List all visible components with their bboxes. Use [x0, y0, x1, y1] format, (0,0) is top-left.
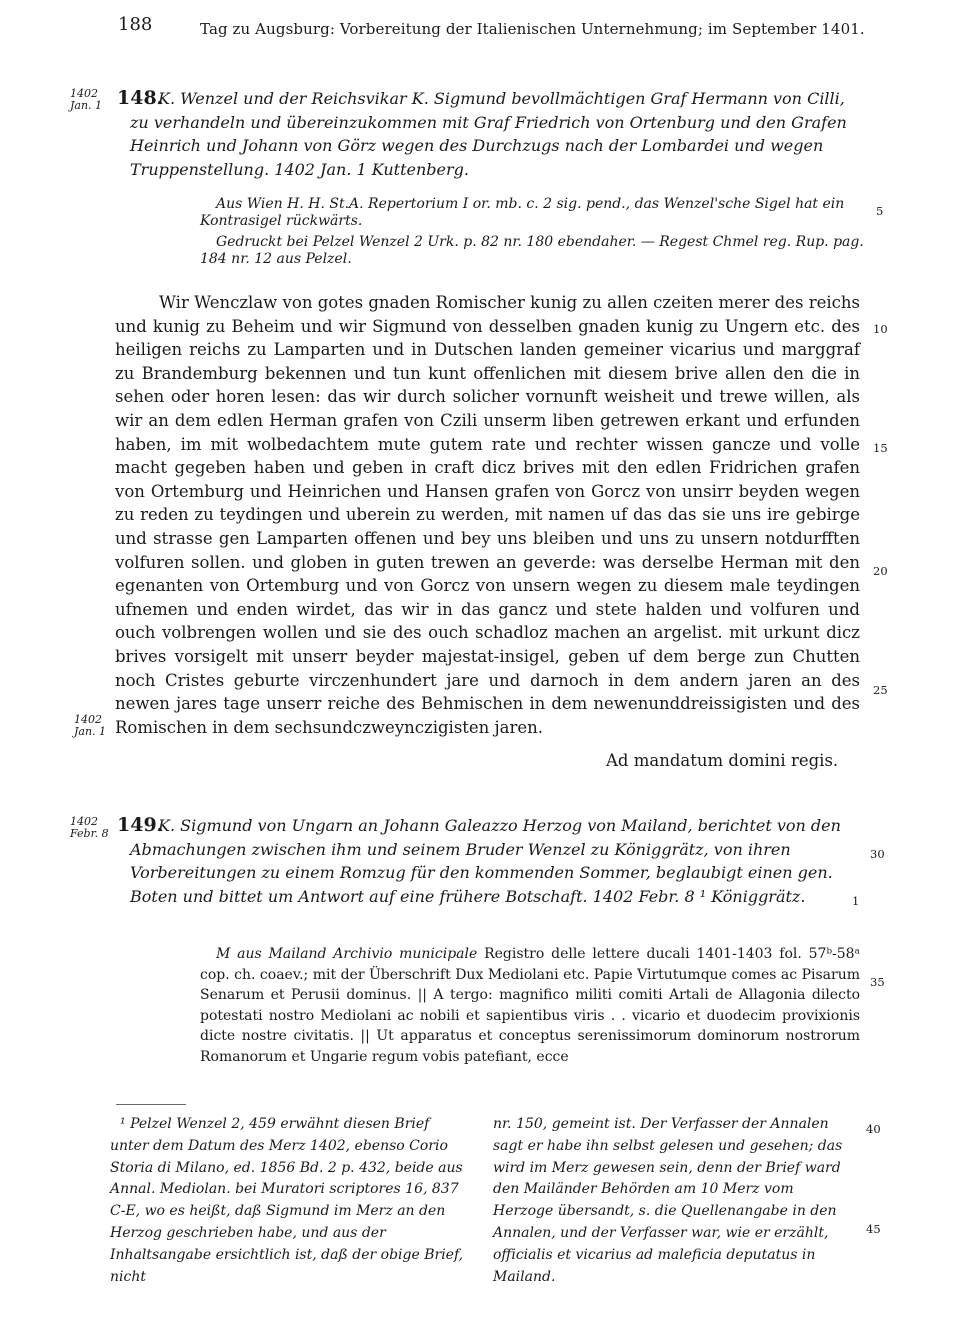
- line-number: 10: [873, 322, 888, 336]
- margin-date-day: Jan. 1: [70, 99, 103, 112]
- source-prefix: M aus Mailand Archivio municipale: [216, 946, 478, 962]
- line-number: 40: [866, 1122, 881, 1136]
- print-note: Gedruckt bei Pelzel Wenzel 2 Urk. p. 82 nr. 180 ebendaher. — Regest Chmel reg. Rup. pag. 184 nr. 12 aus Pelzel.: [200, 234, 864, 268]
- line-number: 30: [870, 847, 885, 861]
- source-note: Aus Wien H. H. St.A. Repertorium I or. mb. c. 2 sig. pend., das Wenzel'sche Sigel hat ein Kontrasigel rückwärts.: [200, 196, 845, 230]
- margin-date-149: [70, 816, 109, 840]
- margin-date-year: 1402: [70, 815, 98, 828]
- line-number: 20: [873, 564, 888, 578]
- margin-date-day: Febr. 8: [70, 827, 109, 840]
- footnote-left: ¹ Pelzel Wenzel 2, 459 erwähnt diesen Brief unter dem Datum des Merz 1402, ebenso Corio Storia di Milano, ed. 1856 Bd. 2 p. 432, beide aus Annal. Mediolan. bei Muratori scriptores 16, 837 C-E, wo es heißt, daß Sigmund im Merz an den Herzog geschrieben habe, und aus der Inhaltsangabe ersichtlich ist, daß der obige Brief, nicht: [110, 1116, 464, 1285]
- document-heading: K. Wenzel und der Reichsvikar K. Sigmund bevollmächtigen Graf Hermann von Cilli, zu verhandeln und übereinzukommen mit Graf Friedrich von Ortenburg und den Grafen Heinrich und Johann von Görz wegen des Durchzugs nach der Lombardei und wegen Truppenstellung. 1402 Jan. 1 Kuttenberg.: [130, 89, 847, 179]
- running-title: Tag zu Augsburg: Vorbereitung der Italienischen Unternehmung; im September 1401.: [200, 20, 865, 38]
- line-number: 45: [866, 1222, 881, 1236]
- line-number: 35: [870, 975, 885, 989]
- document-heading: K. Sigmund von Ungarn an Johann Galeazzo Herzog von Mailand, berichtet von den Abmachungen zwischen ihm und seinem Bruder Wenzel zu Königgrätz, von ihren Vorbereitungen zu einem Romzug für den kommenden Sommer, beglaubigt einen gen. Boten und bittet um Antwort auf eine frühere Botschaft. 1402 Febr. 8 ¹ Königgrätz.: [130, 816, 841, 906]
- margin-date-day: Jan. 1: [74, 725, 107, 738]
- footnote-right: nr. 150, gemeint ist. Der Verfasser der Annalen sagt er habe ihn selbst gelesen und gesehen; das wird im Merz gewesen sein, denn der Brief ward den Mailänder Behörden am 10 Merz vom Herzoge übersandt, s. die Quellenangabe in den Annalen, und der Verfasser war, wie er erzählt, officialis et vicarius ad maleficia deputatus in Mailand.: [493, 1116, 843, 1285]
- margin-date-148: [70, 88, 102, 112]
- signature-line: Ad mandatum domini regis.: [606, 751, 839, 770]
- document-number: 148.: [117, 87, 164, 109]
- margin-date-text: [74, 714, 106, 738]
- document-text: Wir Wenczlaw von gotes gnaden Romischer kunig zu allen czeiten merer des reichs und kunig zu Beheim und wir Sigmund von desselben gnaden kunig zu Ungern etc. des heiligen reichs zu Lamparten und in Dutschen landen gemeiner vicarius und marggraf zu Brandemburg bekennen und tun kunt offenlichen mit diesem brive allen den die in sehen oder horen lesen: das wir durch solicher vornunft weisheit und trewe willen, als wir an dem edlen Herman grafen von Czili unserm liben getrewen erkant und erfunden haben, im mit wolbedachtem mute gutem rate und rechter wissen gancze und volle macht gegeben haben und geben in craft dicz brives mit den edlen Fridrichen grafen von Ortemburg und Heinrichen und Hansen grafen von Gorcz von unsirr beyden wegen zu reden zu teydingen und uberein zu werden, mit namen uf das das sie uns ire gebirge und strasse gen Lamparten offenen und bey uns bleiben und uns zu unsern notdurfften volfuren sollen. und globen in guten trewen an geverde: was derselbe Herman mit den egenanten von Ortemburg und von Gorcz von unsern wegen zu diesem male teydingen ufnemen und enden wirdet, das wir in das gancz und stete halden und volfuren und ouch volbrengen wollen und sie des ouch schadloz machen an argelist. mit urkunt dicz brives vorsigelt mit unserr beyder majestat-insigel, geben uf dem berge zun Chutten noch Cristes geburte virczenhundert jare und darnoch in dem andern jaren an des newen jares tage unserr reiche des Behmischen in dem newenunddreissigisten und des Romischen in dem sechsundczweynczigisten jaren.: [115, 293, 860, 737]
- footnote-rule: [116, 1104, 186, 1105]
- line-number: 5: [876, 204, 884, 218]
- margin-date-year: 1402: [74, 713, 102, 726]
- footnote-marker: 1: [852, 894, 860, 908]
- line-number: 15: [873, 441, 888, 455]
- source-text: Registro delle lettere ducali 1401-1403 fol. 57ᵇ-58ᵃ cop. ch. coaev.; mit der Überschrift Dux Mediolani etc. Papie Virtutumque comes ac Pisarum Senarum et Perusii dominus. || A tergo: magnifico militi comiti Artali de Allagonia dilecto potestati nostro Mediolani ac nobili et sapientibus viris . . vicario et duodecim provixionis dicte nostre civitatis. || Ut apparatus et conceptus serenissimorum dominorum nostrorum Romanorum et Ungarie regum vobis patefiant, ecce: [200, 946, 860, 1065]
- margin-date-year: 1402: [70, 87, 98, 100]
- document-number: 149.: [117, 814, 164, 836]
- line-number: 25: [873, 683, 888, 697]
- page-number: 188: [118, 14, 153, 35]
- source-paragraph: [200, 944, 860, 1067]
